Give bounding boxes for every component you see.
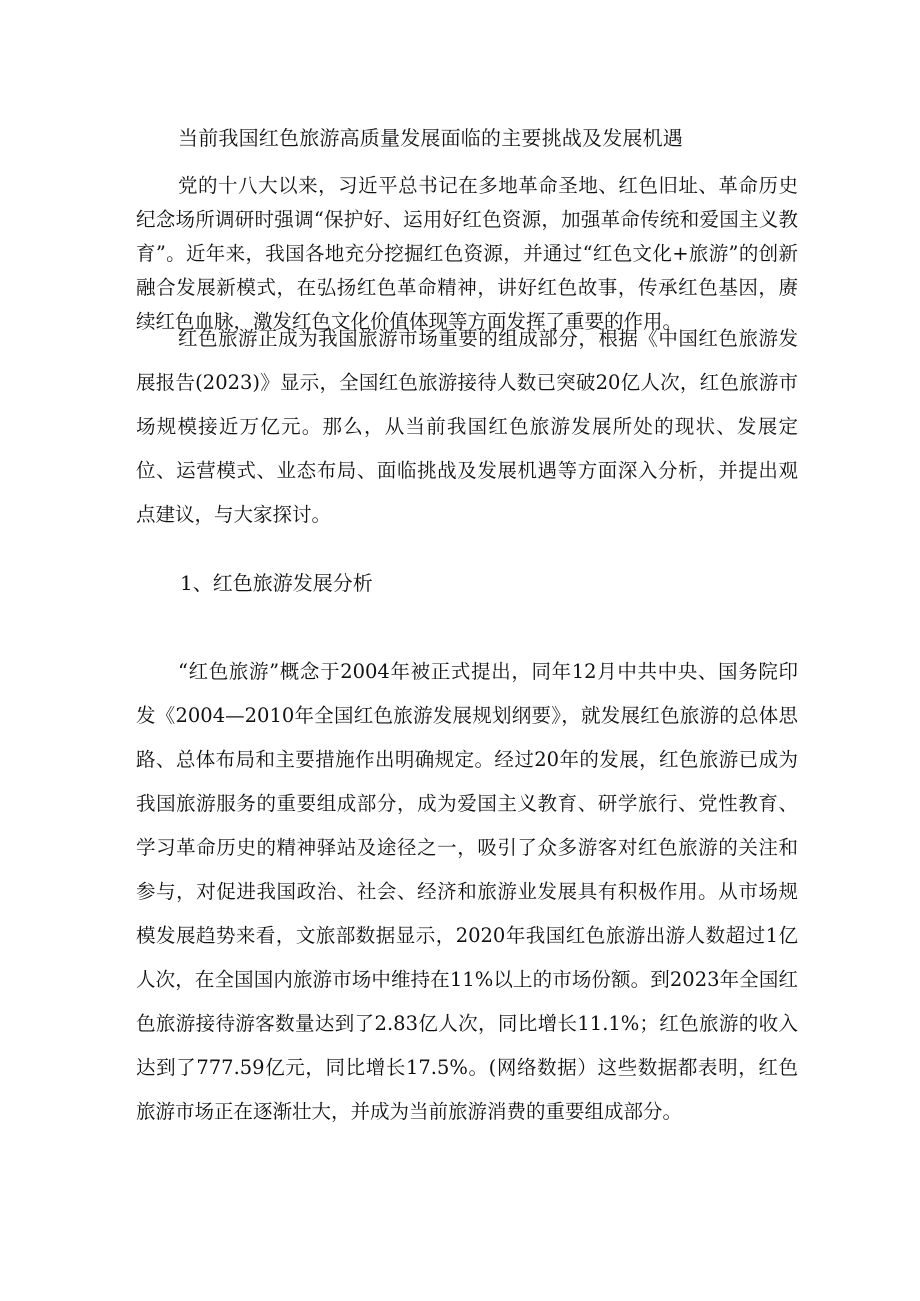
paragraph-intro: 党的十八大以来，习近平总书记在多地革命圣地、红色旧址、革命历史纪念场所调研时强调“保护好、运用好红色资源，加强革命传统和爱国主义教育”。近年来，我国各地充分挖掘红色资源，并通过“红色文化+旅游”的创新融合发展新模式，在弘扬红色革命精神，讲好红色故事，传承红色基因，赓续红色血脉，激发红色文化价值体现等方面发挥了重要的作用。 <box>136 174 798 333</box>
paragraph-market-overview: 红色旅游正成为我国旅游市场重要的组成部分，根据《中国红色旅游发展报告(2023)》显示，全国红色旅游接待人数已突破20亿人次，红色旅游市场规模接近万亿元。那么，从当前我国红色旅游发展所处的现状、发展定位、运营模式、业态布局、面临挑战及发展机遇等方面深入分析，并提出观点建议，与大家探讨。 <box>136 327 798 526</box>
document-title: 当前我国红色旅游高质量发展面临的主要挑战及发展机遇 <box>178 126 683 150</box>
section-heading: 1、红色旅游发展分析 <box>180 571 373 595</box>
paragraph-analysis: “红色旅游”概念于2004年被正式提出，同年12月中共中央、国务院印发《2004—2010年全国红色旅游发展规划纲要》，就发展红色旅游的总体思路、总体布局和主要措施作出明确规定。经过20年的发展，红色旅游已成为我国旅游服务的重要组成部分，成为爱国主义教育、研学旅行、党性教育、学习革命历史的精神驿站及途径之一，吸引了众多游客对红色旅游的关注和参与，对促进我国政治、社会、经济和旅游业发展具有积极作用。从市场规模发展趋势来看，文旅部数据显示，2020年我国红色旅游出游人数超过1亿人次，在全国国内旅游市场中维持在11%以上的市场份额。到2023年全国红色旅游接待游客数量达到了2.83亿人次，同比增长11.1%；红色旅游的收入达到了777.59亿元，同比增长17.5%。(网络数据）这些数据都表明，红色旅游市场正在逐渐壮大，并成为当前旅游消费的重要组成部分。 <box>136 660 798 1123</box>
